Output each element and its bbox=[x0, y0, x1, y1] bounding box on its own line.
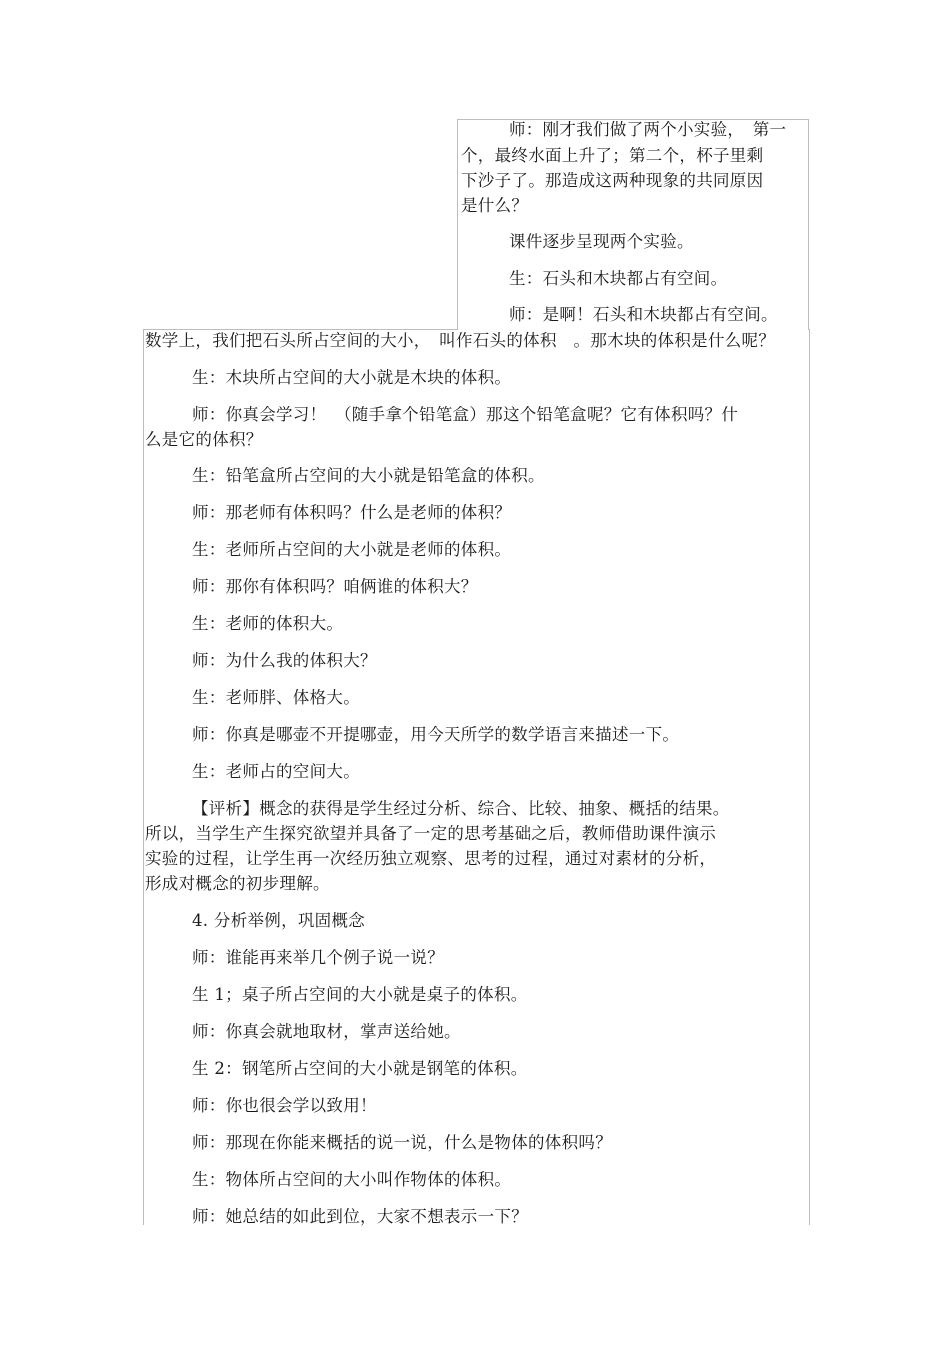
paragraph-line: 生：老师胖、体格大。 bbox=[192, 688, 360, 707]
paragraph-line: 所以，当学生产生探究欲望并具备了一定的思考基础之后，教师借助课件演示 bbox=[145, 824, 717, 843]
paragraph-line: 生：物体所占空间的大小叫作物体的体积。 bbox=[192, 1170, 512, 1189]
paragraph-line: 个，最终水面上升了；第二个，杯子里剩 bbox=[461, 146, 764, 165]
paragraph-line: 师：你真会学习！ （随手拿个铅笔盒）那这个铅笔盒呢？它有体积吗？什 bbox=[192, 405, 739, 424]
paragraph-line: 师：她总结的如此到位，大家不想表示一下？ bbox=[192, 1207, 528, 1226]
paragraph-line: 生 1；桌子所占空间的大小就是桌子的体积。 bbox=[192, 985, 528, 1004]
paragraph-line: 师：是啊！石头和木块都占有空间。 bbox=[509, 305, 778, 324]
paragraph-line: 师：你也很会学以致用！ bbox=[192, 1096, 377, 1115]
paragraph-line: 是什么？ bbox=[461, 196, 529, 215]
paragraph-line: 师：为什么我的体积大？ bbox=[192, 651, 377, 670]
paragraph-line: 生：老师所占空间的大小就是老师的体积。 bbox=[192, 540, 512, 559]
paragraph-line: 生：老师的体积大。 bbox=[192, 614, 344, 633]
paragraph-line: 生：铅笔盒所占空间的大小就是铅笔盒的体积。 bbox=[192, 466, 545, 485]
paragraph-line: 师：谁能再来举几个例子说一说？ bbox=[192, 948, 444, 967]
paragraph-line: 课件逐步呈现两个实验。 bbox=[509, 232, 694, 251]
paragraph-line: 师：那老师有体积吗？什么是老师的体积？ bbox=[192, 503, 512, 522]
paragraph-line: 生：木块所占空间的大小就是木块的体积。 bbox=[192, 368, 512, 387]
paragraph-line: 生 2：钢笔所占空间的大小就是钢笔的体积。 bbox=[192, 1059, 528, 1078]
section-heading: 4. 分析举例，巩固概念 bbox=[192, 911, 366, 930]
paragraph-line: 生：老师占的空间大。 bbox=[192, 762, 360, 781]
paragraph-line: 师：刚才我们做了两个小实验， 第一 bbox=[509, 120, 787, 139]
paragraph-line: 师：那你有体积吗？咱俩谁的体积大？ bbox=[192, 577, 478, 596]
paragraph-line: 么是它的体积？ bbox=[145, 430, 263, 449]
paragraph-line: 数学上，我们把石头所占空间的大小， 叫作石头的体积 。那木块的体积是什么呢？ bbox=[145, 331, 776, 350]
paragraph-line: 实验的过程，让学生再一次经历独立观察、思考的过程，通过对素材的分析， bbox=[145, 849, 717, 868]
paragraph-line: 师：你真会就地取材，掌声送给她。 bbox=[192, 1022, 461, 1041]
paragraph-line: 【评析】概念的获得是学生经过分析、综合、比较、抽象、概括的结果。 bbox=[192, 799, 730, 818]
paragraph-line: 下沙子了。那造成这两种现象的共同原因 bbox=[461, 171, 764, 190]
paragraph-line: 师：那现在你能来概括的说一说，什么是物体的体积吗？ bbox=[192, 1133, 612, 1152]
paragraph-line: 师：你真是哪壶不开提哪壶，用今天所学的数学语言来描述一下。 bbox=[192, 725, 680, 744]
paragraph-line: 生：石头和木块都占有空间。 bbox=[509, 269, 728, 288]
paragraph-line: 形成对概念的初步理解。 bbox=[145, 874, 330, 893]
